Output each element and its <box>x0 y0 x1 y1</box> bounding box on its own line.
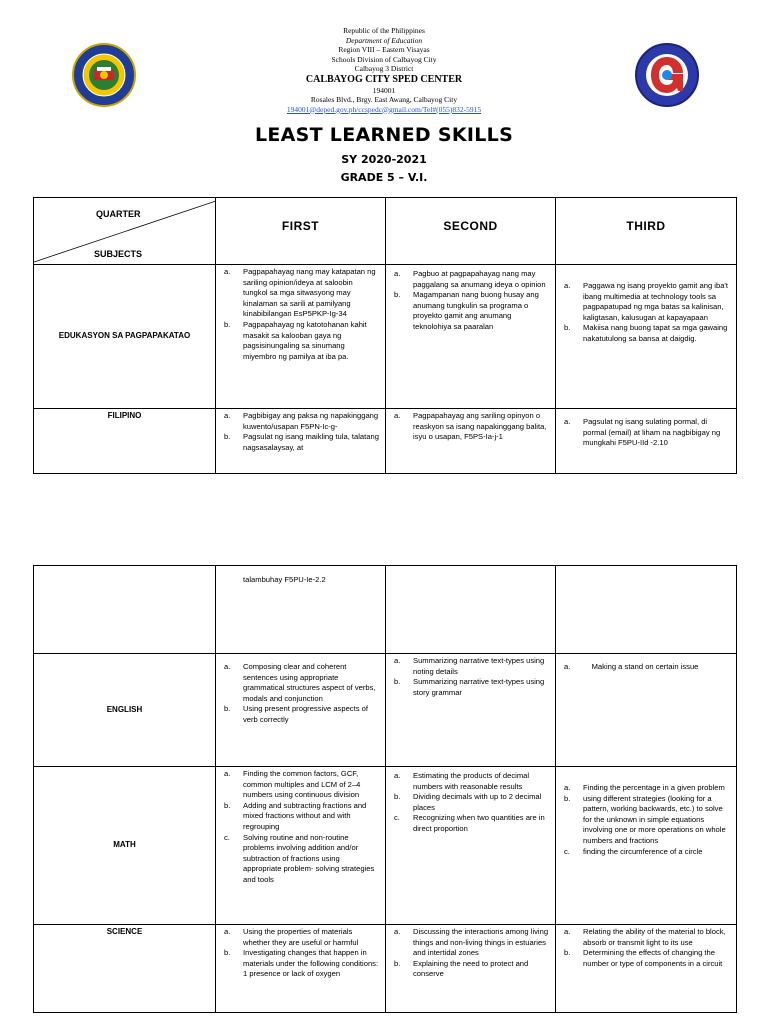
list-marker: a. <box>224 662 231 671</box>
skill-list <box>556 281 730 345</box>
document-title: LEAST LEARNED SKILLS <box>254 124 514 146</box>
list-marker: b. <box>224 319 231 329</box>
list-marker: b. <box>564 323 571 333</box>
skill-list <box>386 269 549 333</box>
skill-list <box>556 783 730 857</box>
list-item <box>216 769 379 801</box>
continuation-cell <box>216 566 386 654</box>
english-second-cell <box>386 654 556 767</box>
list-marker: b. <box>394 792 401 802</box>
list-item <box>386 411 549 443</box>
list-marker: b. <box>224 948 231 958</box>
list-item <box>556 662 730 673</box>
subjects-label: SUBJECTS <box>94 249 143 259</box>
list-item <box>216 662 379 704</box>
skill-list <box>216 769 379 886</box>
skill-text: Explaining the need to protect and conserve <box>413 958 529 979</box>
skill-list <box>386 771 549 835</box>
filipino-first-cell <box>216 409 386 474</box>
table-header-row <box>34 198 737 265</box>
science-first-cell <box>216 925 386 1013</box>
list-item <box>556 794 730 847</box>
science-third-cell <box>556 925 737 1013</box>
english-third-cell <box>556 654 737 767</box>
skill-list <box>216 267 379 362</box>
skill-text: Makiisa nang buong tapat sa mga gawaing nakatutulong sa bansa at daigdig. <box>583 323 728 343</box>
skill-list <box>386 656 549 698</box>
list-marker: a. <box>394 656 401 665</box>
list-marker: a. <box>394 927 401 936</box>
skill-text: Adding and subtracting fractions and mixed fractions without and with regrouping <box>243 800 367 831</box>
contact-link[interactable]: 194001@deped.gov.ph/ccspedc@gmail.com/Tel#(055)832-5915 <box>286 104 482 114</box>
continuation-text: talambuhay F5PU-Ie-2.2 <box>243 575 326 584</box>
list-marker: b. <box>564 793 571 803</box>
skill-text: Determining the effects of changing the number or type of components in a circuit <box>583 948 723 968</box>
skill-text: Pagbuo at pagpapahayag nang may paggalang sa anumang ideya o opinion <box>413 269 546 289</box>
subject-cell: ENGLISH <box>34 654 216 767</box>
table-row <box>34 566 737 654</box>
skill-list <box>216 411 379 453</box>
list-item <box>556 323 730 344</box>
list-marker: b. <box>394 958 401 968</box>
filipino-third-cell <box>556 409 737 474</box>
list-item <box>556 927 730 948</box>
list-marker: a. <box>564 927 571 936</box>
quarter-label: QUARTER <box>96 209 141 219</box>
list-item <box>386 656 549 677</box>
list-marker: a. <box>564 281 571 290</box>
grade-level: GRADE 5 – V.I. <box>340 171 428 184</box>
list-item <box>556 948 730 969</box>
list-item <box>386 813 549 834</box>
list-item <box>216 704 379 725</box>
list-marker: a. <box>564 662 571 671</box>
list-marker: c. <box>224 832 230 842</box>
school-id: 194001 <box>372 85 396 95</box>
letterhead <box>0 26 768 114</box>
skill-text: Pagpapahayag nang may katapatan ng sariling opinion/ideya at saloobin tungkol sa mga sitwasyong may kinalaman sa sarili at pamilyang kinabibilangan EsP5PKP-Ig-34 <box>243 267 376 319</box>
list-item <box>386 677 549 698</box>
subject-cell: EDUKASYON SA PAGPAPAKATAO <box>34 265 216 409</box>
skill-text: Discussing the interactions among living things and non-living things in estuaries and intertidal zones <box>413 927 549 958</box>
skill-text: Relating the ability of the material to block, absorb or transmit light to its use <box>583 927 726 947</box>
skill-text: finding the circumference of a circle <box>583 846 703 856</box>
list-item <box>386 771 549 792</box>
column-header-third: THIRD <box>556 198 737 265</box>
skill-list <box>556 662 730 673</box>
list-item <box>386 959 549 980</box>
list-item <box>386 269 549 290</box>
list-item <box>556 847 730 858</box>
list-marker: b. <box>224 800 231 810</box>
list-item <box>386 290 549 332</box>
list-marker: c. <box>394 813 400 823</box>
district-line: Calbayog 3 District <box>354 64 414 73</box>
column-header-first: FIRST <box>216 198 386 265</box>
list-item <box>216 432 379 453</box>
table-row <box>34 767 737 925</box>
empty-cell <box>556 566 737 654</box>
skill-text: Estimating the products of decimal numbers with reasonable results <box>413 771 530 791</box>
republic-line: Republic of the Philippines <box>343 26 425 35</box>
math-first-cell <box>216 767 386 925</box>
skill-text: using different strategies (looking for a pattern, working backwards, etc.) to solve for the unknown in simple equations involving one or more operations on whole numbers and fractions <box>583 793 726 845</box>
subject-cell <box>34 566 216 654</box>
list-item <box>216 320 379 362</box>
table-row <box>34 654 737 767</box>
skill-text: Dividing decimals with up to 2 decimal places <box>413 792 542 812</box>
list-marker: a. <box>224 927 231 936</box>
school-address: Rosales Blvd., Brgy. East Awang, Calbayog City <box>310 95 458 104</box>
skill-text: Finding the percentage in a given problem <box>583 783 725 792</box>
list-marker: b. <box>394 290 401 300</box>
skill-text: Summarizing narrative text-types using noting details <box>413 656 545 676</box>
skill-text: Finding the common factors, GCF, common multiples and LCM of 2–4 numbers using continuous division <box>243 769 361 800</box>
column-header-second: SECOND <box>386 198 556 265</box>
division-line: Schools Division of Calbayog City <box>331 54 437 64</box>
skill-text: Pagpapahayag ang sariling opinyon o reaskyon sa isang napakinggang balita, isyu o usapan, F5PS-Ia-j-1 <box>413 411 547 442</box>
table-row <box>34 265 737 409</box>
math-third-cell <box>556 767 737 925</box>
skill-list <box>556 417 730 449</box>
empty-cell <box>386 566 556 654</box>
list-marker: a. <box>394 411 401 420</box>
english-first-cell <box>216 654 386 767</box>
skill-list <box>216 662 379 726</box>
skill-text: Paggawa ng isang proyekto gamit ang iba't ibang multimedia at technology tools sa pagpapatupad ng mga batas sa kalinisan, kaligtasan, kalusugan at kapayapaan <box>583 281 728 322</box>
subject-cell: SCIENCE <box>34 925 216 1013</box>
list-item <box>216 801 379 833</box>
esp-first-cell <box>216 265 386 409</box>
list-marker: a. <box>564 783 571 792</box>
math-second-cell <box>386 767 556 925</box>
list-marker: a. <box>394 269 401 278</box>
list-marker: a. <box>564 417 571 426</box>
list-marker: b. <box>224 432 231 442</box>
skill-text: Summarizing narrative text-types using story grammar <box>413 677 545 697</box>
skills-table-part-2 <box>33 565 737 1013</box>
skill-text: Investigating changes that happen in materials under the following conditions: 1 presence or lack of oxygen <box>243 948 379 979</box>
skill-text: Composing clear and coherent sentences using appropriate grammatical structures aspect of verbs, modals and conjunction <box>243 662 376 703</box>
skill-text: Pagsulat ng isang sulating pormal, di pormal (email) at liham na nagbibigay ng mungkahi F5PU-IId -2.10 <box>583 417 721 448</box>
school-name: CALBAYOG CITY SPED CENTER <box>305 73 463 85</box>
list-marker: b. <box>394 677 401 687</box>
subject-cell: MATH <box>34 767 216 925</box>
list-marker: a. <box>224 769 231 778</box>
subject-cell: FILIPINO <box>34 409 216 474</box>
list-item <box>556 417 730 449</box>
skill-text: Pagsulat ng isang maikling tula, talatang nagsasalaysay, at <box>243 432 379 452</box>
skill-text: Magampanan nang buong husay ang anumang tungkulin sa programa o proyekto gamit ang anumang teknolohiya sa paaralan <box>413 290 539 331</box>
skill-text: Making a stand on certain issue <box>591 662 699 671</box>
skill-list <box>386 411 549 443</box>
skill-text: Using the properties of materials whether they are useful or harmful <box>243 927 359 947</box>
skill-list <box>386 927 549 980</box>
skill-text: Solving routine and non-routine problems involving addition and/or subtraction of fractions using appropriate problem- solving strategies and tools <box>243 832 375 884</box>
skill-list <box>216 927 379 980</box>
skills-table-part-1 <box>33 197 737 474</box>
list-item <box>216 927 379 948</box>
deped-line: Department of Education <box>345 35 423 45</box>
quarter-subjects-header <box>34 198 216 265</box>
esp-second-cell <box>386 265 556 409</box>
region-line: Region VIII – Eastern Visayas <box>338 45 430 54</box>
list-item <box>386 792 549 813</box>
skill-list <box>556 927 730 969</box>
science-second-cell <box>386 925 556 1013</box>
list-marker: c. <box>564 846 570 856</box>
list-marker: b. <box>564 948 571 958</box>
list-marker: a. <box>224 267 231 276</box>
school-year: SY 2020-2021 <box>341 153 427 166</box>
skill-text: Pagbibigay ang paksa ng napakinggang kuwento/usapan F5PN-Ic-g- <box>243 411 379 431</box>
list-item <box>216 411 379 432</box>
list-item <box>556 281 730 323</box>
skill-text: Using present progressive aspects of verb correctly <box>243 704 368 724</box>
list-item <box>386 927 549 959</box>
list-item <box>556 783 730 794</box>
esp-third-cell <box>556 265 737 409</box>
table-row <box>34 925 737 1013</box>
list-marker: a. <box>394 771 401 780</box>
skill-text: Pagpapahayag ng katotohanan kahit masakit sa kalooban gaya ng pagsisinungaling sa sinumang miyembro ng pamilya at iba pa. <box>243 319 367 361</box>
skill-text: Recognizing when two quantities are in direct proportion <box>413 813 545 833</box>
filipino-second-cell <box>386 409 556 474</box>
table-row <box>34 409 737 474</box>
list-item <box>216 833 379 886</box>
list-marker: b. <box>224 704 231 714</box>
list-item <box>216 948 379 980</box>
list-item <box>216 267 379 320</box>
list-marker: a. <box>224 411 231 420</box>
